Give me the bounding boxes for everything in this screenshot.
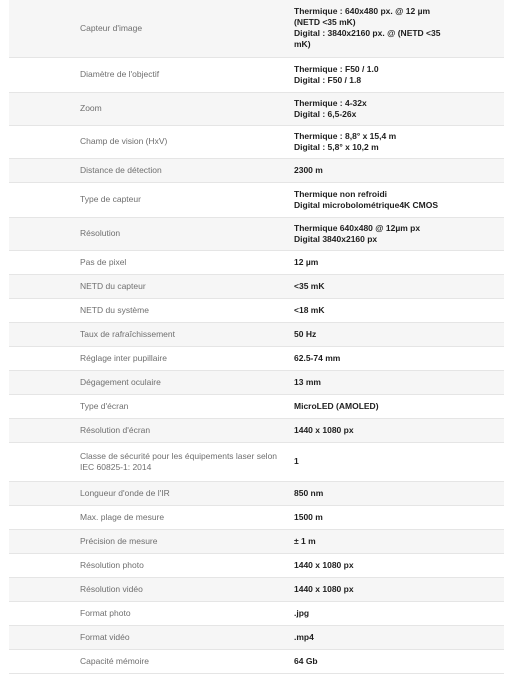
spec-value bbox=[284, 125, 504, 158]
spec-label: Capteur d'image bbox=[80, 22, 143, 33]
spec-table-body bbox=[9, 0, 504, 673]
spec-value-line: Thermique : 8,8° x 15,4 m bbox=[294, 130, 397, 141]
spec-value bbox=[284, 298, 504, 322]
spec-row bbox=[9, 529, 504, 553]
spec-value-line: <18 mK bbox=[294, 304, 325, 315]
spec-value bbox=[284, 481, 504, 505]
spec-table bbox=[9, 0, 504, 674]
spec-value-line: Thermique 640x480 @ 12µm px bbox=[294, 222, 421, 233]
spec-label: Champ de vision (HxV) bbox=[80, 136, 168, 146]
spec-row bbox=[9, 92, 504, 125]
spec-label: Max. plage de mesure bbox=[80, 511, 165, 522]
spec-label: Taux de rafraîchissement bbox=[80, 328, 175, 339]
spec-label: Type de capteur bbox=[80, 194, 141, 204]
spec-value bbox=[284, 577, 504, 601]
spec-value-line: <35 mK bbox=[294, 280, 325, 291]
spec-value-line: ± 1 m bbox=[294, 535, 316, 546]
spec-label: Résolution d'écran bbox=[80, 424, 151, 435]
spec-label: Classe de sécurité pour les équipements laser selon IEC 60825-1: 2014 bbox=[80, 450, 278, 472]
spec-label: Format vidéo bbox=[80, 631, 130, 642]
spec-value bbox=[284, 158, 504, 182]
spec-label: Pas de pixel bbox=[80, 256, 127, 267]
spec-label: Diamètre de l'objectif bbox=[80, 69, 160, 79]
spec-value-line: 1440 x 1080 px bbox=[294, 583, 354, 594]
spec-value bbox=[284, 442, 504, 481]
spec-row bbox=[9, 57, 504, 92]
spec-row bbox=[9, 577, 504, 601]
spec-value-line: 62.5-74 mm bbox=[294, 352, 341, 363]
spec-label: Dégagement oculaire bbox=[80, 376, 161, 387]
spec-value-line: 12 µm bbox=[294, 256, 319, 267]
spec-value bbox=[284, 505, 504, 529]
spec-value bbox=[284, 625, 504, 649]
spec-label: Type d'écran bbox=[80, 400, 129, 411]
spec-label: NETD du système bbox=[80, 304, 149, 315]
spec-value-line: 50 Hz bbox=[294, 328, 317, 339]
spec-value bbox=[284, 57, 504, 92]
spec-label: Format photo bbox=[80, 607, 131, 618]
spec-row bbox=[9, 601, 504, 625]
spec-value-line: .mp4 bbox=[294, 631, 314, 642]
spec-value bbox=[284, 370, 504, 394]
spec-value-line: Thermique : 4-32x bbox=[294, 97, 367, 108]
spec-label: Résolution photo bbox=[80, 559, 144, 570]
spec-value-line: Thermique : F50 / 1.0 bbox=[294, 63, 379, 74]
spec-row bbox=[9, 298, 504, 322]
spec-row bbox=[9, 481, 504, 505]
spec-row bbox=[9, 370, 504, 394]
spec-value-line: (NETD <35 mK) bbox=[294, 17, 356, 28]
spec-value bbox=[284, 92, 504, 125]
spec-value-line: Digital 3840x2160 px bbox=[294, 233, 378, 244]
spec-label: NETD du capteur bbox=[80, 280, 146, 291]
spec-value bbox=[284, 274, 504, 298]
spec-value bbox=[284, 529, 504, 553]
spec-value-line: 1440 x 1080 px bbox=[294, 424, 354, 435]
spec-value bbox=[284, 346, 504, 370]
spec-value bbox=[284, 418, 504, 442]
spec-row bbox=[9, 553, 504, 577]
spec-label: Précision de mesure bbox=[80, 535, 158, 546]
spec-value-line: .jpg bbox=[294, 607, 310, 618]
spec-value-line: Thermique non refroidi bbox=[294, 188, 388, 199]
spec-value-line: Digital microbolométrique4K CMOS bbox=[294, 199, 439, 210]
spec-value bbox=[284, 649, 504, 673]
spec-value bbox=[284, 322, 504, 346]
spec-value-line: 850 nm bbox=[294, 487, 324, 498]
spec-value-line: 13 mm bbox=[294, 376, 321, 387]
spec-row bbox=[9, 649, 504, 673]
spec-row bbox=[9, 250, 504, 274]
spec-value bbox=[284, 394, 504, 418]
spec-row bbox=[9, 442, 504, 481]
spec-value-line: Digital : 6,5-26x bbox=[294, 108, 357, 119]
spec-label: Réglage inter pupillaire bbox=[80, 352, 167, 363]
spec-row bbox=[9, 418, 504, 442]
spec-value bbox=[284, 250, 504, 274]
spec-label: Résolution vidéo bbox=[80, 583, 143, 594]
spec-row bbox=[9, 346, 504, 370]
spec-label: Résolution bbox=[80, 228, 121, 238]
spec-value-line: Thermique : 640x480 px. @ 12 µm bbox=[294, 6, 431, 17]
spec-value-line: 1440 x 1080 px bbox=[294, 559, 354, 570]
spec-value-line: 1 bbox=[294, 456, 299, 466]
spec-value-line: 2300 m bbox=[294, 164, 323, 175]
spec-row bbox=[9, 394, 504, 418]
spec-row bbox=[9, 274, 504, 298]
spec-row bbox=[9, 125, 504, 158]
spec-row bbox=[9, 0, 504, 57]
spec-value bbox=[284, 601, 504, 625]
spec-row bbox=[9, 217, 504, 250]
spec-value-line: 1500 m bbox=[294, 511, 323, 522]
spec-value bbox=[284, 553, 504, 577]
spec-value-line: MicroLED (AMOLED) bbox=[294, 400, 379, 411]
spec-row bbox=[9, 322, 504, 346]
spec-label: Zoom bbox=[80, 103, 102, 113]
spec-value-line: Digital : 5,8° x 10,2 m bbox=[294, 141, 379, 152]
spec-label: Capacité mémoire bbox=[80, 655, 149, 666]
spec-value bbox=[284, 217, 504, 250]
spec-value-line: Digital : F50 / 1.8 bbox=[294, 74, 362, 85]
spec-label: Distance de détection bbox=[80, 164, 162, 175]
spec-value-line: 64 Gb bbox=[294, 655, 318, 666]
spec-value-line: mK) bbox=[294, 39, 311, 50]
spec-row bbox=[9, 182, 504, 217]
spec-row bbox=[9, 158, 504, 182]
spec-row bbox=[9, 505, 504, 529]
spec-value bbox=[284, 182, 504, 217]
spec-value bbox=[284, 0, 504, 57]
spec-value-line: Digital : 3840x2160 px. @ (NETD <35 bbox=[294, 28, 441, 39]
spec-label: Longueur d'onde de l'IR bbox=[80, 487, 170, 498]
spec-row bbox=[9, 625, 504, 649]
